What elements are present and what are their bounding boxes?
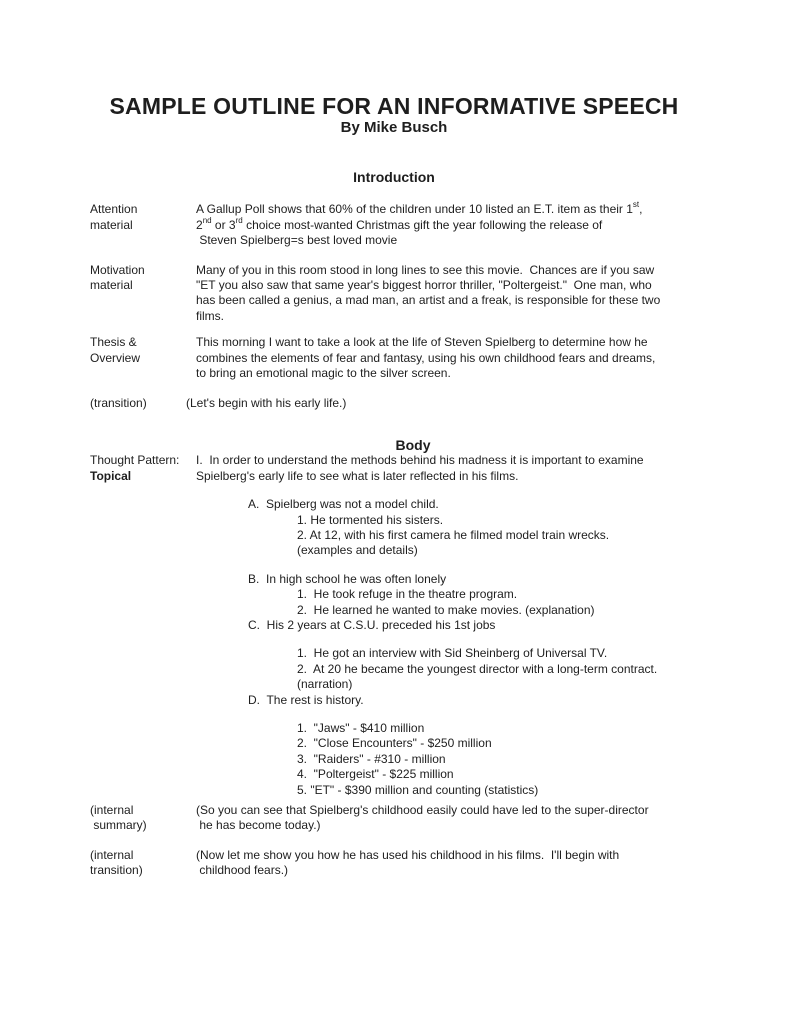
doc-line	[196, 309, 752, 324]
row-label	[90, 396, 196, 411]
superscript-text: rd	[235, 215, 243, 225]
doc-line	[196, 293, 752, 308]
text-run: (Now let me show you how he has used his childhood in his films. I'll begin with	[196, 847, 620, 862]
body-outline-row	[0, 453, 788, 798]
text-run: 2. "Close Encounters" - $250 million	[297, 736, 492, 751]
doc-line	[196, 453, 752, 468]
text-run: C. His 2 years at C.S.U. preceded his 1st jobs	[248, 617, 496, 632]
text-run: (So you can see that Spielberg's childhood easily could have led to the super-director	[196, 803, 649, 817]
internal-summary-row	[0, 803, 788, 834]
text-run: (narration)	[297, 677, 353, 692]
row-label-line: Topical	[90, 468, 132, 483]
doc-line	[297, 543, 752, 558]
thesis-overview-row	[0, 335, 788, 381]
text-run: 1. "Jaws" - $410 million	[297, 720, 425, 735]
blank-line	[196, 484, 752, 497]
superscript-text: st	[632, 200, 640, 210]
row-label-line: material	[90, 278, 133, 293]
internal-transition-row	[0, 848, 788, 879]
document-byline: By Mike Busch	[340, 119, 448, 136]
doc-line	[196, 263, 752, 278]
text-run: or 3	[211, 217, 236, 232]
row-label-line: (transition)	[90, 396, 147, 411]
text-run: Spielberg's early life to see what is later reflected in his films.	[196, 468, 519, 483]
text-run: 2. At 20 he became the youngest director with a long-term contract.	[297, 661, 658, 676]
superscript-text: nd	[202, 215, 212, 225]
row-label-line: Thesis &	[90, 335, 137, 350]
row-label-line: Attention	[90, 202, 138, 217]
doc-line	[248, 497, 752, 512]
text-run: A. Spielberg was not a model child.	[248, 497, 439, 512]
document-title: SAMPLE OUTLINE FOR AN INFORMATIVE SPEECH	[109, 93, 679, 119]
row-label	[90, 803, 196, 834]
document-body	[0, 170, 788, 879]
text-run: Steven Spielberg=s best loved movie	[196, 233, 398, 248]
text-run: 1. He took refuge in the theatre program.	[297, 587, 518, 602]
doc-line	[297, 603, 752, 618]
doc-line	[196, 233, 752, 248]
row-label-line: (internal	[90, 847, 134, 862]
text-run: Many of you in this room stood in long lines to see this movie. Chances are if you saw	[196, 262, 655, 277]
text-run: B. In high school he was often lonely	[248, 571, 447, 586]
transition-row	[0, 396, 788, 411]
row-content	[196, 803, 752, 834]
doc-line	[196, 803, 752, 818]
doc-line	[196, 351, 752, 366]
text-run: 5. "ET" - $390 million and counting (statistics)	[297, 782, 539, 797]
doc-line	[297, 513, 752, 528]
row-label	[90, 453, 196, 798]
text-run: ,	[639, 202, 643, 217]
doc-line	[297, 752, 752, 767]
row-label-line: summary)	[90, 818, 147, 833]
text-run: "ET you also saw that same year's biggest horror thriller, "Poltergeist." One man, who	[196, 278, 652, 293]
doc-line	[297, 677, 752, 692]
motivation-material-row	[0, 263, 788, 325]
doc-line	[196, 335, 752, 350]
doc-line	[196, 215, 752, 233]
doc-line	[297, 587, 752, 602]
text-run: he has become today.)	[196, 818, 321, 833]
text-run: 4. "Poltergeist" - $225 million	[297, 767, 454, 782]
body-heading: Body	[395, 436, 431, 453]
row-label	[90, 848, 196, 879]
doc-line	[196, 863, 752, 878]
row-content	[196, 335, 752, 381]
row-label-line: transition)	[90, 863, 143, 878]
row-content	[196, 263, 752, 325]
row-content	[186, 396, 752, 411]
doc-line	[196, 366, 752, 381]
doc-line	[248, 693, 752, 708]
doc-line	[196, 278, 752, 293]
text-run: 2. He learned he wanted to make movies. (explanation)	[297, 602, 595, 617]
introduction-heading: Introduction	[353, 169, 435, 185]
doc-line	[297, 721, 752, 736]
text-run: combines the elements of fear and fantasy, using his own childhood fears and dreams,	[196, 350, 656, 365]
text-run: 1. He got an interview with Sid Sheinberg of Universal TV.	[297, 646, 608, 661]
doc-line	[297, 662, 752, 677]
text-run: I. In order to understand the methods behind his madness it is important to examine	[196, 453, 644, 468]
text-run: 1. He tormented his sisters.	[297, 512, 444, 527]
row-content	[196, 202, 752, 248]
doc-line	[297, 783, 752, 798]
text-run: choice most-wanted Christmas gift the year following the release of	[242, 217, 603, 232]
blank-line	[196, 633, 752, 646]
row-label	[90, 263, 196, 325]
text-run: 2. At 12, with his first camera he filmed model train wrecks.	[297, 527, 610, 542]
row-label-line: (internal	[90, 803, 134, 817]
text-run: films.	[196, 308, 224, 323]
text-run: 3. "Raiders" - #310 - million	[297, 751, 446, 766]
row-content	[196, 453, 752, 798]
text-run: 2	[196, 217, 203, 232]
doc-line	[297, 767, 752, 782]
row-label	[90, 202, 196, 248]
row-label-line: Overview	[90, 350, 141, 365]
doc-line	[297, 528, 752, 543]
doc-line	[196, 848, 752, 863]
doc-line	[196, 469, 752, 484]
text-run: This morning I want to take a look at the life of Steven Spielberg to determine how he	[196, 335, 648, 350]
doc-line	[248, 618, 752, 633]
text-run: has been called a genius, a mad man, an artist and a freak, is responsible for these two	[196, 293, 661, 308]
row-label-line: material	[90, 217, 133, 232]
text-run: to bring an emotional magic to the silver screen.	[196, 366, 451, 381]
row-label-line: Motivation	[90, 262, 145, 277]
row-content	[196, 848, 752, 879]
attention-material-row	[0, 202, 788, 248]
text-run: A Gallup Poll shows that 60% of the children under 10 listed an E.T. item as their 1	[196, 202, 633, 217]
blank-line	[196, 559, 752, 572]
text-run: childhood fears.)	[196, 863, 289, 878]
blank-line	[196, 708, 752, 721]
doc-line	[186, 396, 752, 411]
doc-line	[196, 202, 752, 217]
doc-line	[248, 572, 752, 587]
row-label	[90, 335, 196, 381]
text-run: D. The rest is history.	[248, 692, 364, 707]
doc-line	[297, 646, 752, 661]
row-label-line: Thought Pattern:	[90, 453, 180, 468]
doc-line	[297, 736, 752, 751]
doc-line	[196, 818, 752, 833]
text-run: (Let's begin with his early life.)	[186, 396, 347, 411]
text-run: (examples and details)	[297, 543, 418, 558]
